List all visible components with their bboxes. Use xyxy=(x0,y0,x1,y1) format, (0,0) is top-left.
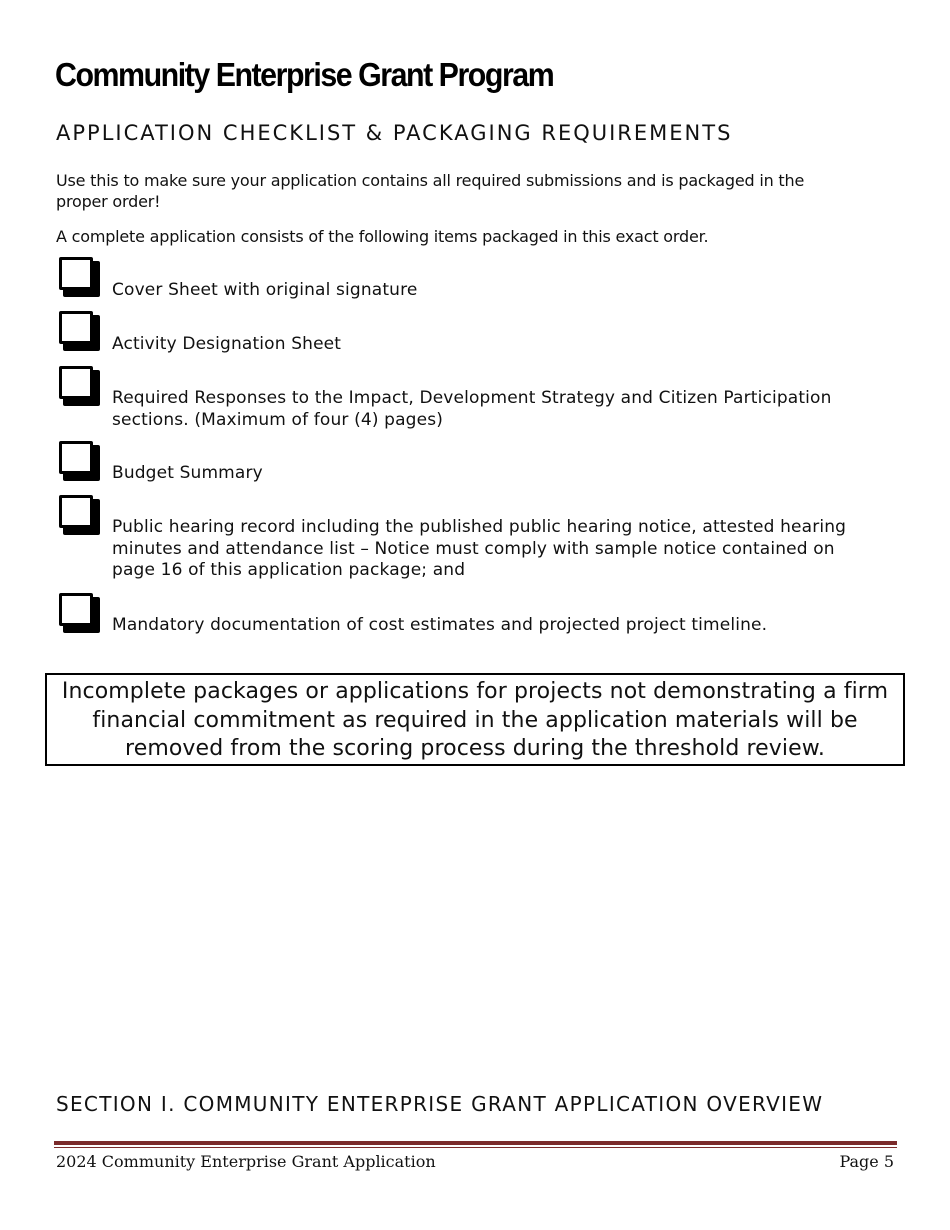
page-title: Community Enterprise Grant Program xyxy=(55,56,554,93)
checkbox-icon[interactable] xyxy=(58,310,102,352)
order-note: A complete application consists of the following items packaged in this exact order. xyxy=(56,227,709,246)
footer-rule-thin xyxy=(54,1147,897,1148)
checklist-item-label: Activity Designation Sheet xyxy=(112,334,342,354)
checkbox-icon[interactable] xyxy=(58,440,102,482)
footer-document-name: 2024 Community Enterprise Grant Application xyxy=(56,1152,436,1171)
checklist-subtitle: APPLICATION CHECKLIST & PACKAGING REQUIREMENTS xyxy=(56,121,733,145)
checklist-item-label: Budget Summary xyxy=(112,463,263,483)
notice-text: Incomplete packages or applications for projects not demonstrating a firm financial commitment as required in the application materials will be removed from the scoring process during the threshold review. xyxy=(61,679,889,761)
checkbox-icon[interactable] xyxy=(58,592,102,634)
footer-page-number: Page 5 xyxy=(839,1152,894,1171)
checklist-item-label: Required Responses to the Impact, Development Strategy and Citizen Participation sections. (Maximum of four (4) pages) xyxy=(112,388,832,430)
checkbox-icon[interactable] xyxy=(58,256,102,298)
intro-text: Use this to make sure your application contains all required submissions and is packaged in the proper order! xyxy=(56,171,805,211)
checkbox-icon[interactable] xyxy=(58,494,102,536)
incomplete-notice-box xyxy=(45,673,905,766)
checklist-item-label: Public hearing record including the published public hearing notice, attested hearing minutes and attendance list – Notice must comply with sample notice contained on page 16 of this application package; and xyxy=(112,517,847,580)
checklist-item-label: Mandatory documentation of cost estimates and projected project timeline. xyxy=(112,615,768,635)
checkbox-icon[interactable] xyxy=(58,365,102,407)
footer-rule xyxy=(54,1141,897,1145)
checklist-item-label: Cover Sheet with original signature xyxy=(112,280,418,300)
section-heading: SECTION I. COMMUNITY ENTERPRISE GRANT APPLICATION OVERVIEW xyxy=(56,1092,824,1116)
